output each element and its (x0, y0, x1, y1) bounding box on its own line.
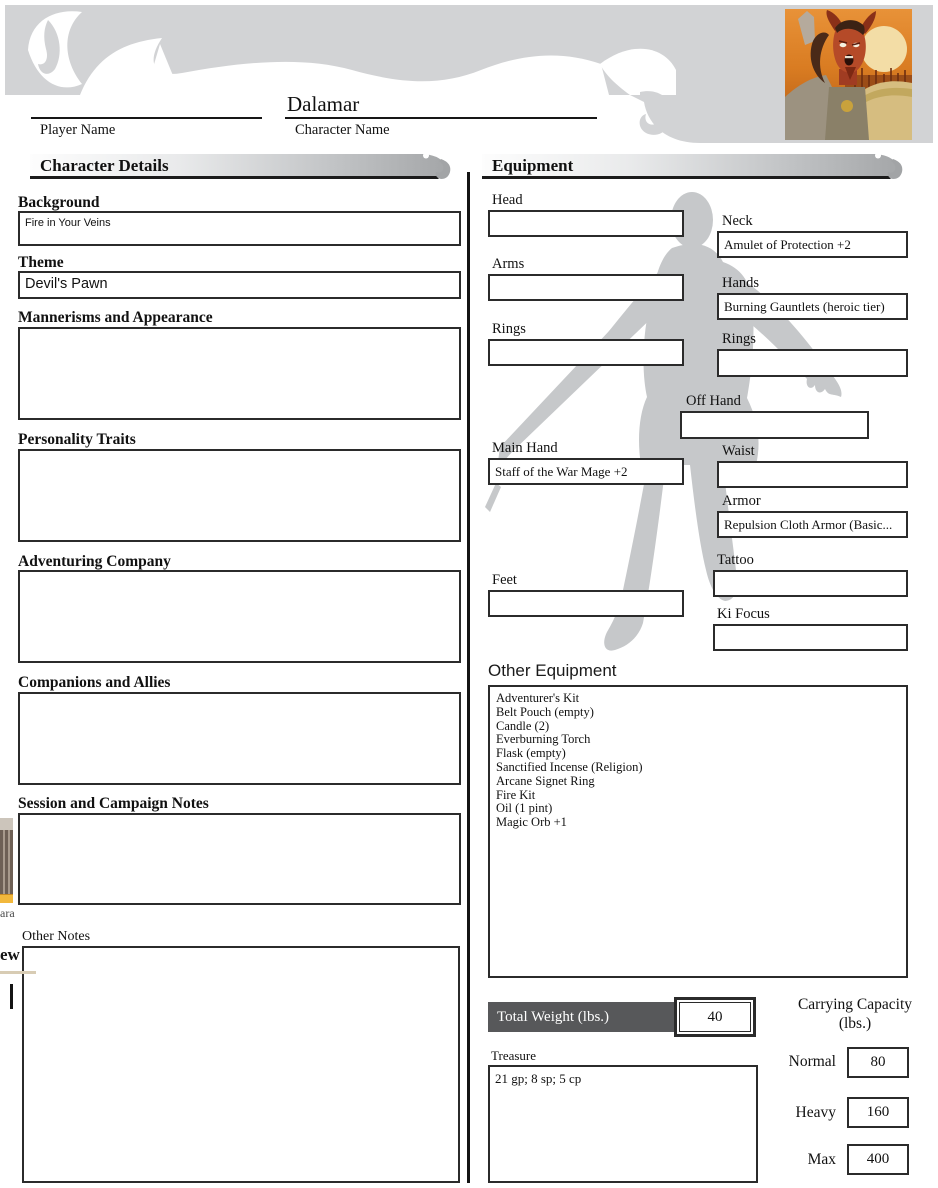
adventuring-company-value (20, 572, 459, 580)
off-hand-label: Off Hand (686, 393, 741, 409)
feet-value (490, 592, 682, 600)
theme-value: Devil's Pawn (25, 276, 108, 292)
rings-left-field[interactable] (488, 339, 684, 366)
background-value: Fire in Your Veins (25, 217, 111, 229)
total-weight-bar (488, 1002, 688, 1032)
background-window-divider (0, 971, 36, 974)
player-name-line (31, 117, 262, 119)
header-curl-icon (868, 154, 908, 179)
rings-right-label: Rings (722, 331, 756, 347)
armor-label: Armor (722, 493, 761, 509)
other-equipment-label: Other Equipment (488, 661, 617, 680)
main-hand-field[interactable] (488, 458, 684, 485)
arms-field[interactable] (488, 274, 684, 301)
character-name-label: Character Name (295, 122, 390, 138)
feet-field[interactable] (488, 590, 684, 617)
waist-value (719, 463, 906, 471)
adventuring-company-field[interactable] (18, 570, 461, 663)
mannerisms-field[interactable] (18, 327, 461, 420)
arms-label: Arms (492, 256, 525, 272)
character-details-header (30, 154, 456, 179)
carrying-capacity-line2: (lbs.) (838, 1015, 872, 1032)
capacity-max-label: Max (807, 1151, 836, 1168)
other-equipment-item: Sanctified Incense (Religion) (496, 759, 643, 774)
tattoo-field[interactable] (713, 570, 908, 597)
other-equipment-item: Belt Pouch (empty) (496, 704, 594, 719)
companions-allies-value (20, 694, 459, 702)
capacity-normal-label: Normal (788, 1053, 836, 1070)
armor-field[interactable] (717, 511, 908, 538)
capacity-heavy-value: 160 (866, 1104, 890, 1120)
mannerisms-value (20, 329, 459, 337)
other-equipment-item: Everburning Torch (496, 732, 591, 747)
waist-label: Waist (722, 443, 755, 459)
head-label: Head (492, 192, 523, 208)
character-name-value: Dalamar (287, 92, 360, 116)
tattoo-label: Tattoo (717, 552, 754, 568)
sun (861, 26, 907, 72)
treasure-field[interactable] (488, 1065, 758, 1183)
carrying-capacity-title (780, 995, 930, 1033)
hands-value: Burning Gauntlets (heroic tier) (724, 299, 885, 314)
capacity-normal-field[interactable] (847, 1047, 909, 1078)
equipment-title: Equipment (492, 156, 574, 175)
hands-field[interactable] (717, 293, 908, 320)
armor-value: Repulsion Cloth Armor (Basic... (724, 517, 893, 532)
other-equipment-item: Adventurer's Kit (496, 691, 580, 705)
companions-allies-field[interactable] (18, 692, 461, 785)
other-equipment-item: Flask (empty) (496, 746, 566, 761)
main-hand-value: Staff of the War Mage +2 (495, 464, 628, 479)
other-equipment-item: Oil (1 pint) (496, 801, 553, 816)
theme-label: Theme (18, 254, 64, 271)
neck-label: Neck (722, 213, 753, 229)
head-field[interactable] (488, 210, 684, 237)
off-hand-field[interactable] (680, 411, 869, 439)
main-hand-label: Main Hand (492, 440, 558, 456)
background-window-thumbnail (0, 818, 13, 903)
session-notes-field[interactable] (18, 813, 461, 905)
character-portrait (785, 9, 912, 140)
player-name-label: Player Name (40, 122, 116, 138)
total-weight-field[interactable] (674, 997, 756, 1037)
other-equipment-item: Arcane Signet Ring (496, 773, 595, 788)
background-window-text-fragment: ew (0, 945, 20, 964)
ki-focus-field[interactable] (713, 624, 908, 651)
character-name-line (285, 117, 597, 119)
rings-left-label: Rings (492, 321, 526, 337)
capacity-heavy-label: Heavy (795, 1104, 836, 1121)
session-notes-label: Session and Campaign Notes (18, 795, 209, 812)
other-equipment-item: Fire Kit (496, 787, 536, 802)
header-curl-icon (416, 154, 456, 179)
rings-right-field[interactable] (717, 349, 908, 377)
capacity-normal-value: 80 (870, 1054, 886, 1070)
capacity-heavy-field[interactable] (847, 1097, 909, 1128)
personality-traits-value (20, 451, 459, 459)
background-window-line (10, 984, 13, 1009)
tattoo-value (715, 572, 906, 580)
capacity-max-value: 400 (866, 1151, 890, 1167)
background-label: Background (18, 194, 100, 211)
waist-field[interactable] (717, 461, 908, 488)
neck-value: Amulet of Protection +2 (724, 237, 851, 252)
feet-label: Feet (492, 572, 517, 588)
other-equipment-item: Candle (2) (496, 718, 550, 733)
rings-right-value (719, 351, 906, 359)
off-hand-value (682, 413, 867, 421)
treasure-value: 21 gp; 8 sp; 5 cp (495, 1071, 582, 1086)
background-window-text-fragment: ara (0, 906, 15, 920)
background-field[interactable] (18, 211, 461, 246)
ki-focus-value (715, 626, 906, 634)
session-notes-value (20, 815, 459, 823)
other-notes-label: Other Notes (22, 929, 91, 944)
total-weight-value: 40 (707, 1008, 723, 1025)
treasure-label: Treasure (491, 1048, 537, 1063)
other-equipment-field[interactable] (488, 685, 908, 978)
theme-field[interactable] (18, 271, 461, 299)
head-value (490, 212, 682, 220)
character-details-title: Character Details (40, 156, 169, 175)
equipment-header (482, 154, 908, 179)
other-equipment-item: Magic Orb +1 (496, 815, 567, 830)
neck-field[interactable] (717, 231, 908, 258)
ki-focus-label: Ki Focus (717, 606, 770, 622)
companions-allies-label: Companions and Allies (18, 674, 171, 691)
hands-label: Hands (722, 275, 760, 291)
mannerisms-label: Mannerisms and Appearance (18, 309, 213, 326)
total-weight-label: Total Weight (lbs.) (497, 1009, 610, 1025)
other-notes-value (24, 948, 458, 956)
carrying-capacity-line1: Carrying Capacity (797, 996, 913, 1013)
capacity-max-field[interactable] (847, 1144, 909, 1175)
other-notes-field[interactable] (22, 946, 460, 1183)
arms-value (490, 276, 682, 284)
rings-left-value (490, 341, 682, 349)
adventuring-company-label: Adventuring Company (18, 553, 171, 570)
personality-traits-field[interactable] (18, 449, 461, 542)
personality-traits-label: Personality Traits (18, 431, 136, 448)
